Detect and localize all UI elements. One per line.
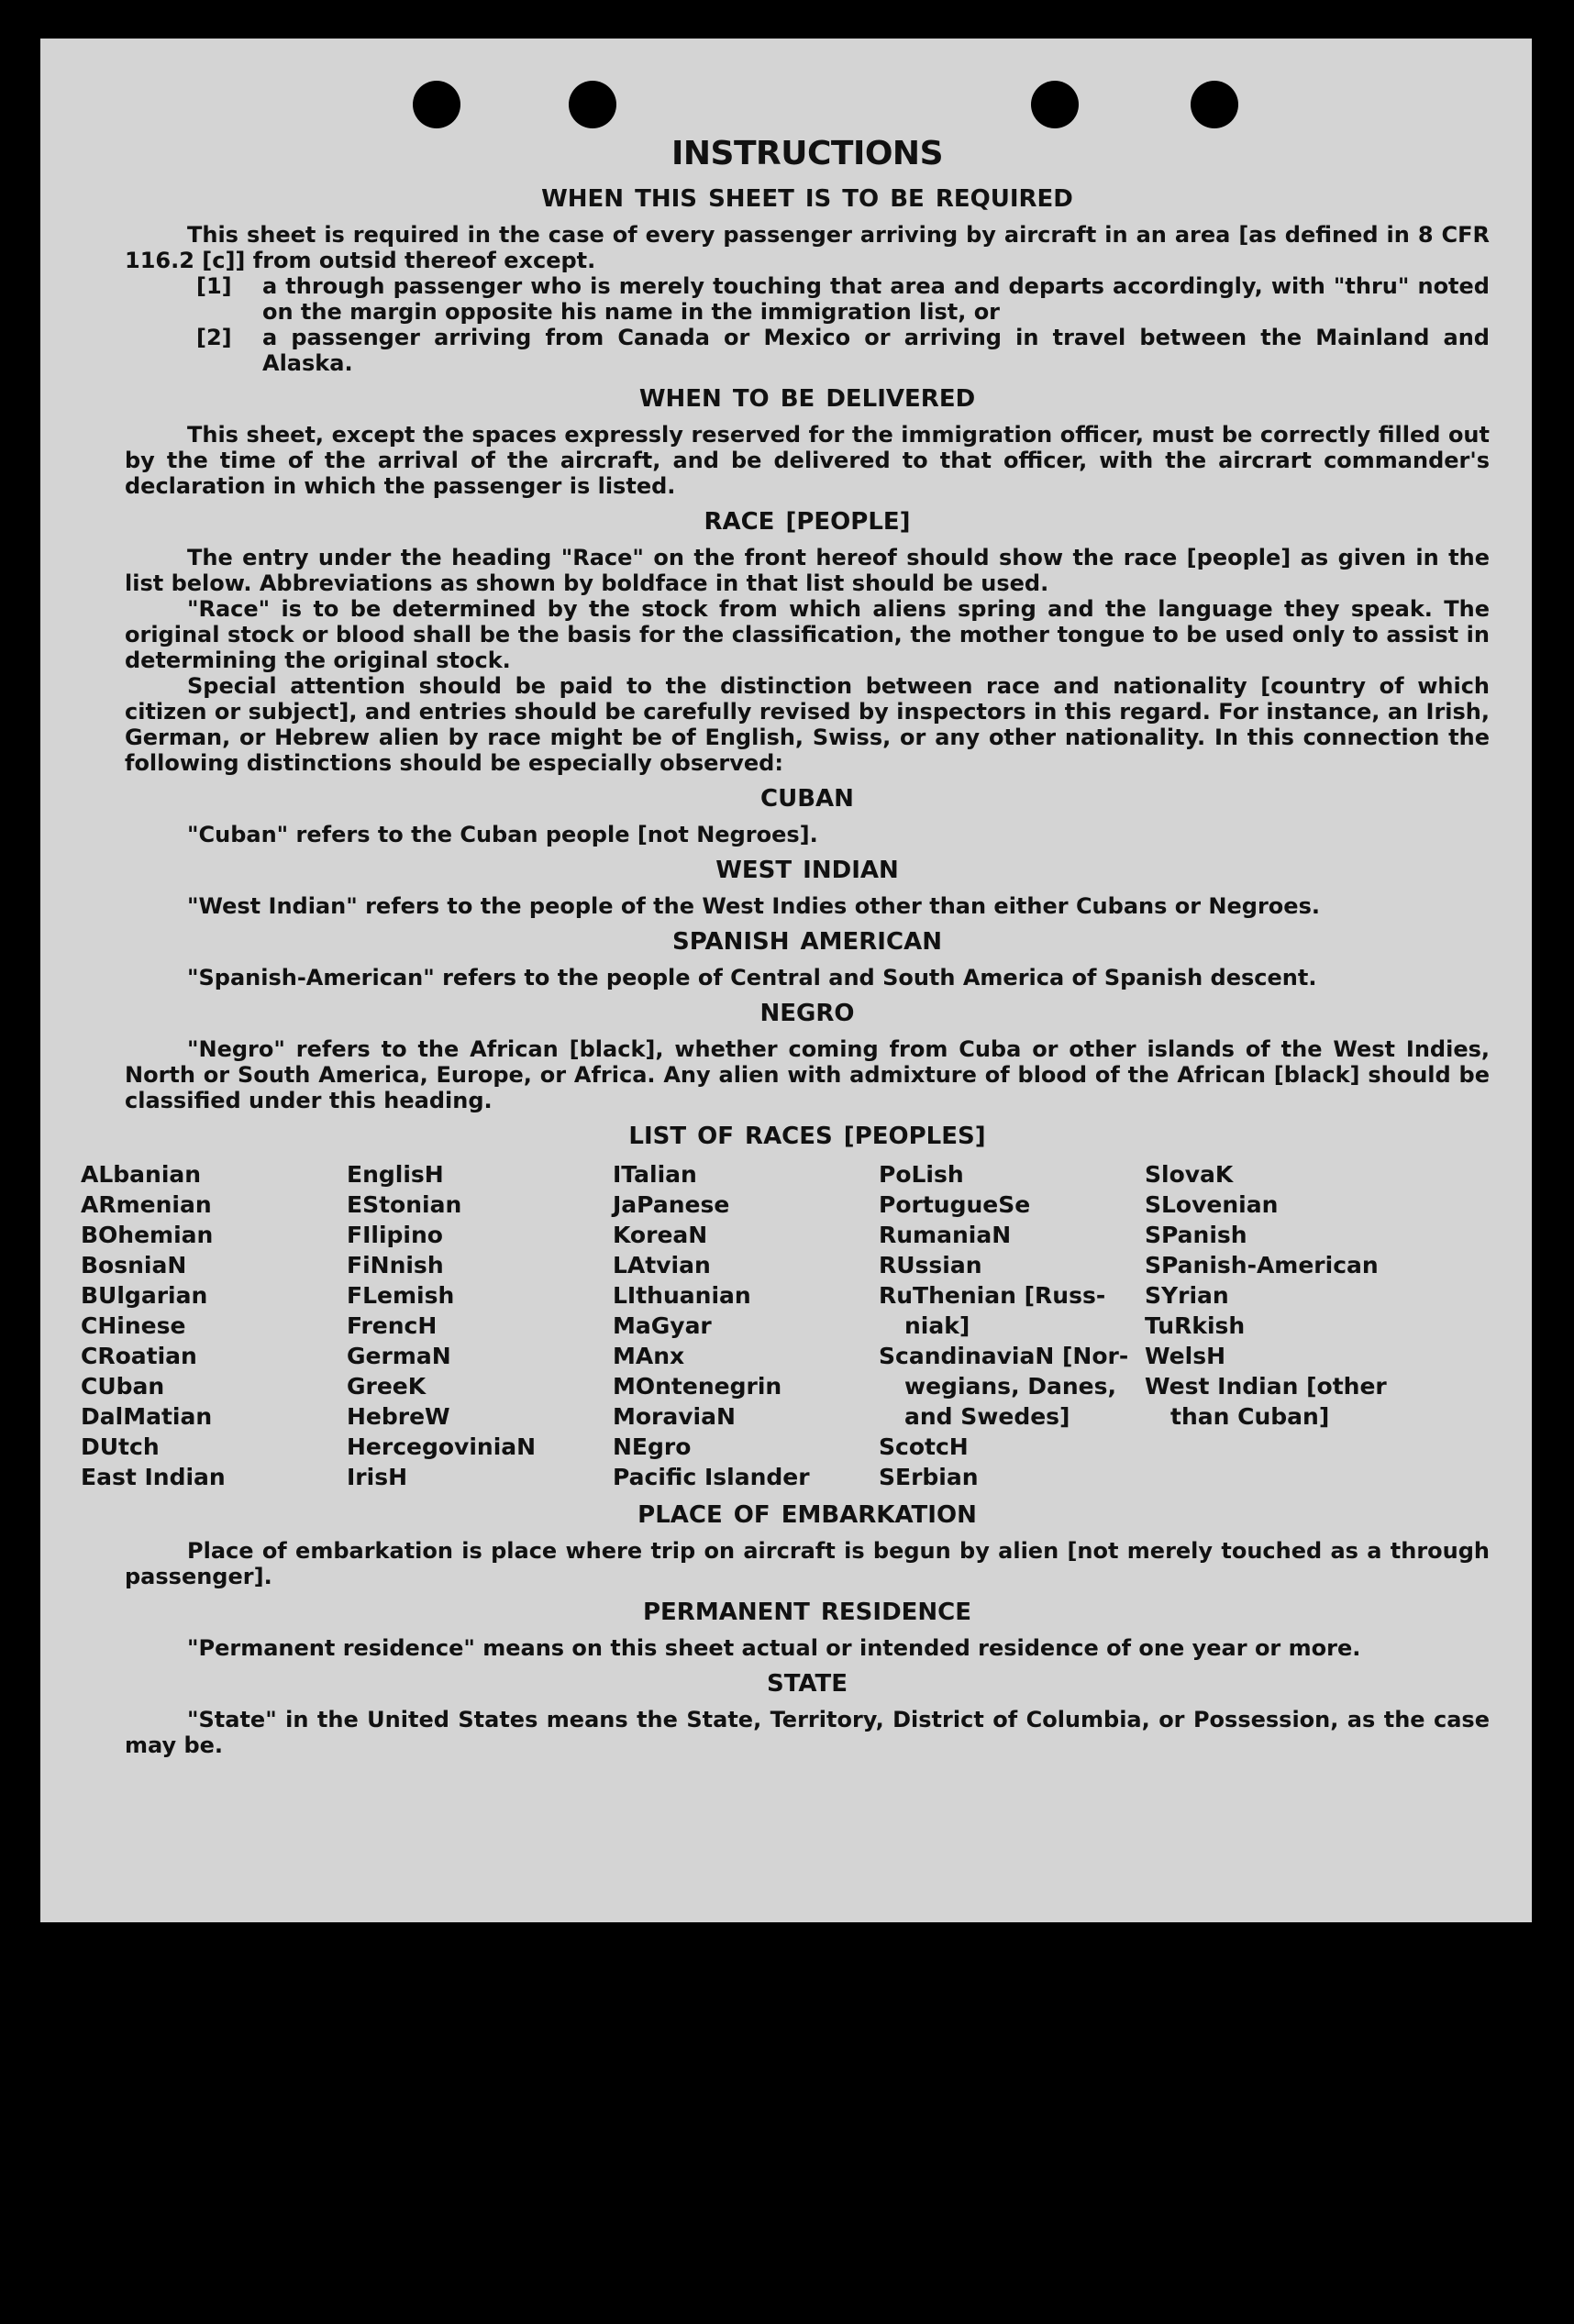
- race-paragraph-1: The entry under the heading "Race" on the front hereof should show the race [people] as given in the list below. Abbreviations as shown by boldface in that list should be used.: [125, 545, 1490, 596]
- race-entry: niak]: [904, 1312, 970, 1339]
- race-entry: CRoatian: [81, 1343, 197, 1369]
- race-entry: ARmenian: [81, 1191, 212, 1218]
- race-entry: RumaniaN: [879, 1222, 1012, 1248]
- list-item-text: a passenger arriving from Canada or Mexico or arriving in travel between the Mainland and Alaska.: [262, 325, 1490, 376]
- race-entry: West Indian [other: [1145, 1373, 1387, 1400]
- race-entry: RUssian: [879, 1252, 982, 1278]
- list-item: [196, 273, 1490, 325]
- races-column: [879, 1159, 1145, 1492]
- required-intro: This sheet is required in the case of every passenger arriving by aircraft in an area [as defined in 8 CFR 116.2 [c]] from outsid thereof except.: [125, 222, 1490, 273]
- race-entry: SLovenian: [1145, 1191, 1279, 1218]
- race-entry: DalMatian: [81, 1403, 213, 1430]
- race-entry: RuThenian [Russ-: [879, 1282, 1106, 1309]
- race-entry: TuRkish: [1145, 1312, 1246, 1339]
- race-entry: East Indian: [81, 1464, 226, 1490]
- race-entry: EStonian: [347, 1191, 462, 1218]
- heading-permanent-residence: PERMANENT RESIDENCE: [642, 1599, 972, 1626]
- race-paragraph-3: Special attention should be paid to the distinction between race and nationality [country of which citizen or subject], and entries should be carefully revised by inspectors in this regard. For instance, an Irish, German, or Hebrew alien by race might be of English, Swiss, or any other nationality. In this connection the following distinctions should be especially observed:: [125, 673, 1490, 776]
- race-entry: FLemish: [347, 1282, 455, 1309]
- race-entry: IrisH: [347, 1464, 408, 1490]
- race-entry: FIlipino: [347, 1222, 443, 1248]
- punch-hole: [1031, 81, 1079, 128]
- race-entry: HercegoviniaN: [347, 1433, 537, 1460]
- races-column: [81, 1159, 347, 1492]
- heading-required: WHEN THIS SHEET IS TO BE REQUIRED: [541, 185, 1073, 213]
- spanish-american-text: "Spanish-American" refers to the people of Central and South America of Spanish descent.: [187, 965, 1317, 990]
- races-table: [81, 1159, 1490, 1492]
- heading-delivered: WHEN TO BE DELIVERED: [638, 385, 976, 413]
- negro-text: "Negro" refers to the African [black], whether coming from Cuba or other islands of the West Indies, North or South America, Europe, or Africa. Any alien with admixture of blood of the African [black] should be classified under this heading.: [125, 1036, 1490, 1113]
- heading-list-of-races: LIST OF RACES [PEOPLES]: [628, 1123, 986, 1150]
- race-paragraph-2: "Race" is to be determined by the stock from which aliens spring and the language they speak. The original stock or blood shall be the basis for the classification, the mother tongue to be used only to assist in determining the original stock.: [125, 596, 1490, 673]
- races-column: [1145, 1159, 1411, 1492]
- race-entry: FiNnish: [347, 1252, 444, 1278]
- heading-state: STATE: [766, 1670, 848, 1698]
- race-entry: SYrian: [1145, 1282, 1229, 1309]
- document-sheet: [40, 39, 1532, 1922]
- race-entry: SPanish: [1145, 1222, 1247, 1248]
- race-entry: MoraviaN: [613, 1403, 736, 1430]
- heading-embarkation: PLACE OF EMBARKATION: [637, 1501, 977, 1529]
- race-entry: SPanish-American: [1145, 1252, 1379, 1278]
- heading-west-indian: WEST INDIAN: [715, 857, 899, 884]
- race-entry: LIthuanian: [613, 1282, 751, 1309]
- race-entry: WelsH: [1145, 1343, 1226, 1369]
- race-entry: KoreaN: [613, 1222, 708, 1248]
- race-entry: BUlgarian: [81, 1282, 208, 1309]
- punch-hole: [413, 81, 460, 128]
- race-entry: PortugueSe: [879, 1191, 1031, 1218]
- exceptions-list: [125, 273, 1490, 376]
- race-entry: DUtch: [81, 1433, 160, 1460]
- races-column: [613, 1159, 879, 1492]
- heading-cuban: CUBAN: [760, 785, 854, 813]
- heading-negro: NEGRO: [759, 1000, 855, 1027]
- race-entry: NEgro: [613, 1433, 692, 1460]
- race-entry: JaPanese: [613, 1191, 730, 1218]
- race-entry: ScotcH: [879, 1433, 969, 1460]
- page-title: INSTRUCTIONS: [671, 135, 943, 172]
- race-entry: MAnx: [613, 1343, 685, 1369]
- race-entry: BosniaN: [81, 1252, 187, 1278]
- race-entry: GreeK: [347, 1373, 427, 1400]
- race-entry: SlovaK: [1145, 1161, 1234, 1188]
- heading-race: RACE [PEOPLE]: [704, 508, 911, 536]
- race-entry: MaGyar: [613, 1312, 712, 1339]
- list-item-number: [2]: [196, 325, 232, 350]
- race-entry: MOntenegrin: [613, 1373, 782, 1400]
- race-entry: SErbian: [879, 1464, 979, 1490]
- instructions-content: [81, 134, 1490, 1758]
- races-column: [347, 1159, 613, 1492]
- race-entry: than Cuban]: [1170, 1403, 1330, 1430]
- race-entry: FrencH: [347, 1312, 438, 1339]
- embarkation-text: Place of embarkation is place where trip on aircraft is begun by alien [not merely touched as a through passenger].: [125, 1538, 1490, 1589]
- race-entry: ScandinaviaN [Nor-: [879, 1343, 1129, 1369]
- list-item: [196, 325, 1490, 376]
- race-entry: ITalian: [613, 1161, 697, 1188]
- race-entry: BOhemian: [81, 1222, 214, 1248]
- race-entry: GermaN: [347, 1343, 451, 1369]
- race-entry: Pacific Islander: [613, 1464, 810, 1490]
- race-entry: CUban: [81, 1373, 165, 1400]
- punch-hole: [1191, 81, 1238, 128]
- west-indian-text: "West Indian" refers to the people of the West Indies other than either Cubans or Negroes.: [187, 893, 1320, 919]
- punch-hole: [569, 81, 616, 128]
- state-text: "State" in the United States means the State, Territory, District of Columbia, or Possession, as the case may be.: [125, 1707, 1490, 1758]
- race-entry: PoLish: [879, 1161, 964, 1188]
- delivered-text: This sheet, except the spaces expressly reserved for the immigration officer, must be correctly filled out by the time of the arrival of the aircraft, and be delivered to that officer, with the aircrart commander's declaration in which the passenger is listed.: [125, 422, 1490, 499]
- race-entry: LAtvian: [613, 1252, 711, 1278]
- list-item-number: [1]: [196, 273, 232, 299]
- permanent-residence-text: "Permanent residence" means on this sheet actual or intended residence of one year or more.: [187, 1635, 1361, 1661]
- race-entry: ALbanian: [81, 1161, 202, 1188]
- race-entry: and Swedes]: [904, 1403, 1070, 1430]
- race-entry: HebreW: [347, 1403, 450, 1430]
- race-entry: CHinese: [81, 1312, 186, 1339]
- heading-spanish-american: SPANISH AMERICAN: [672, 928, 942, 956]
- race-entry: wegians, Danes,: [904, 1373, 1117, 1400]
- race-entry: EnglisH: [347, 1161, 444, 1188]
- list-item-text: a through passenger who is merely touching that area and departs accordingly, with "thru" noted on the margin opposite his name in the immigration list, or: [262, 273, 1490, 325]
- cuban-text: "Cuban" refers to the Cuban people [not Negroes].: [187, 822, 818, 847]
